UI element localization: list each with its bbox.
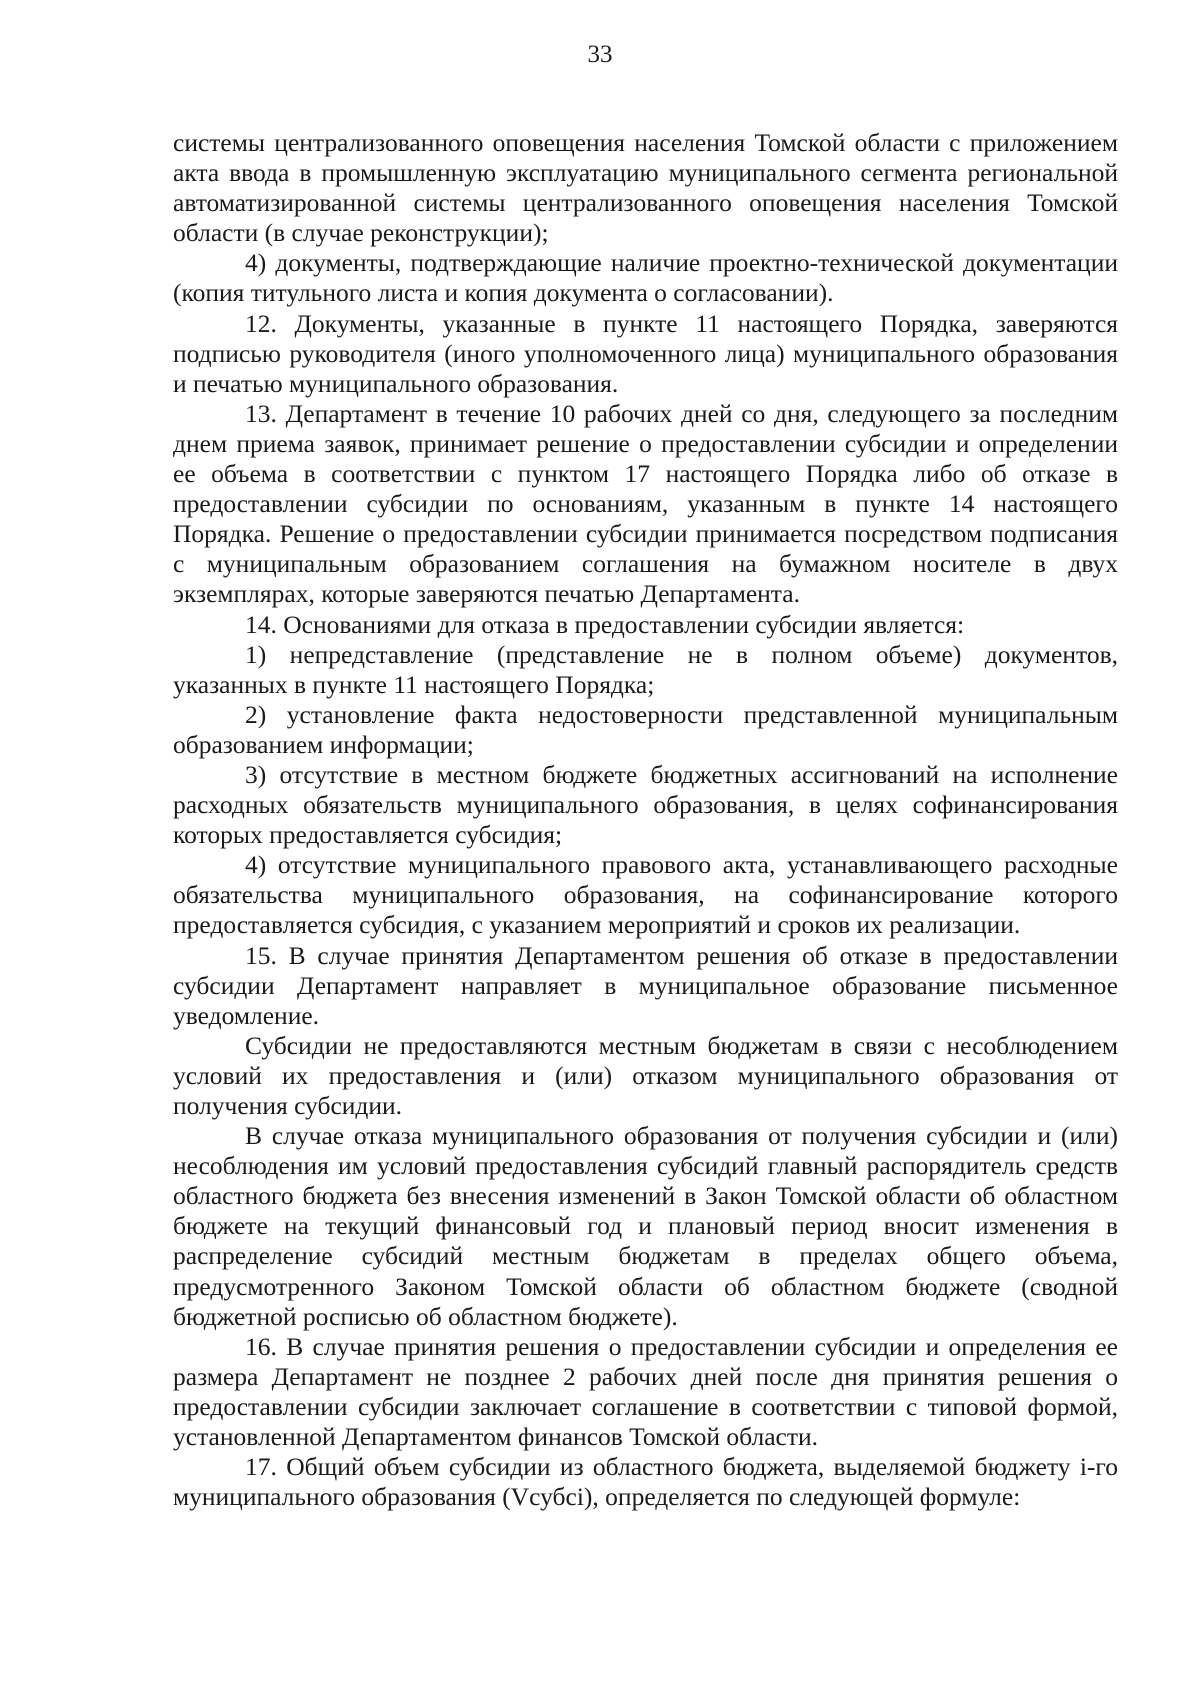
paragraph-14: 14. Основаниями для отказа в предоставлении субсидии является: [245,609,965,639]
paragraph-item-4-documents: 4) документы, подтверждающие наличие проектно-технической документации (копия титульного листа и копия документа о согласовании). [173,248,1118,308]
paragraph-15: 15. В случае принятия Департаментом решения об отказе в предоставлении субсидии Департамент направляет в муниципальное образование письменное уведомление. [173,940,1118,1030]
page-number: 33 [587,41,613,68]
paragraph-14-item-4: 4) отсутствие муниципального правового акта, устанавливающего расходные обязательства муниципального образования, на софинансирование которого предоставляется субсидия, с указанием мероприятий и сроков их реализации. [173,850,1118,940]
paragraph-15-refusal: В случае отказа муниципального образования от получения субсидии и (или) несоблюдения им условий предоставления субсидий главный распорядитель средств областного бюджета без внесения изменений в Закон Томской области об областном бюджете на текущий финансовый год и плановый период вносит изменения в распределение субсидий местным бюджетам в пределах общего объема, предусмотренного Законом Томской области об областном бюджете (сводной бюджетной росписью об областном бюджете). [173,1121,1118,1331]
paragraph-17: 17. Общий объем субсидии из областного бюджета, выделяемой бюджету i-го муниципального образования (Vсубсi), определяется по следующей формуле: [173,1452,1118,1512]
paragraph-12: 12. Документы, указанные в пункте 11 настоящего Порядка, заверяются подписью руководителя (иного уполномоченного лица) муниципального образования и печатью муниципального образования. [173,308,1118,398]
document-body [173,128,1118,1512]
paragraph-14-item-2: 2) установление факта недостоверности представленной муниципальным образованием информации; [173,699,1118,759]
paragraph-16: 16. В случае принятия решения о предоставлении субсидии и определения ее размера Департамент не позднее 2 рабочих дней после дня принятия решения о предоставлении субсидии заключает соглашение в соответствии с типовой формой, установленной Департаментом финансов Томской области. [173,1331,1118,1452]
paragraph-13: 13. Департамент в течение 10 рабочих дней со дня, следующего за последним днем приема заявок, принимает решение о предоставлении субсидии и определении ее объема в соответствии с пунктом 17 настоящего Порядка либо об отказе в предоставлении субсидии по основаниям, указанным в пункте 14 настоящего Порядка. Решение о предоставлении субсидии принимается посредством подписания с муниципальным образованием соглашения на бумажном носителе в двух экземплярах, которые заверяются печатью Департамента. [173,398,1118,609]
paragraph-14-item-1: 1) непредставление (представление не в полном объеме) документов, указанных в пункте 11 настоящего Порядка; [173,639,1118,699]
paragraph-continuation: системы централизованного оповещения населения Томской области с приложением акта ввода в промышленную эксплуатацию муниципального сегмента региональной автоматизированной системы централизованного оповещения населения Томской области (в случае реконструкции); [173,128,1118,248]
paragraph-14-item-3: 3) отсутствие в местном бюджете бюджетных ассигнований на исполнение расходных обязательств муниципального образования, в целях софинансирования которых предоставляется субсидия; [173,759,1118,850]
paragraph-15-subsidies: Субсидии не предоставляются местным бюджетам в связи с несоблюдением условий их предоставления и (или) отказом муниципального образования от получения субсидии. [173,1030,1118,1120]
